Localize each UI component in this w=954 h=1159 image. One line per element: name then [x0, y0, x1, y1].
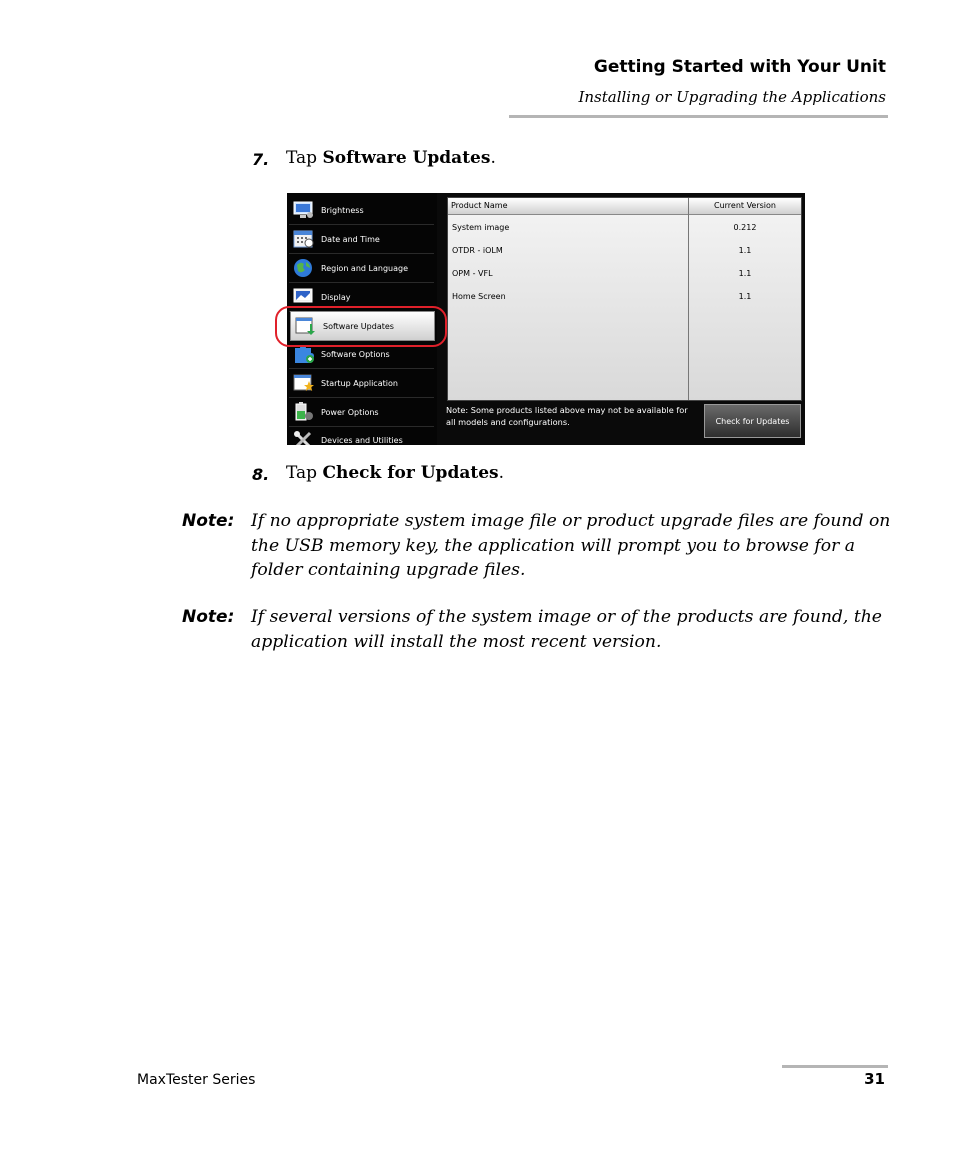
note-1-text: If no appropriate system image file or product upgrade files are found on the USB memory key, the application will prompt you to browse for a folder containing upgrade files.	[251, 511, 891, 580]
calendar-clock-icon	[293, 229, 315, 249]
table-cell-product: System image	[452, 223, 510, 232]
column-header-product-name: Product Name	[448, 198, 691, 215]
step-8-emphasis: Check for Updates	[322, 463, 499, 483]
step-8-prefix: Tap	[286, 463, 323, 483]
table-cell-version: 0.212	[733, 223, 757, 232]
page-header-subtitle: Installing or Upgrading the Applications	[578, 88, 886, 106]
page-header-title: Getting Started with Your Unit	[593, 57, 886, 77]
note-2-label: Note:	[182, 607, 235, 627]
sidebar-item-brightness[interactable]	[289, 196, 434, 225]
sidebar-item-region-and-language[interactable]	[289, 254, 434, 283]
step-7-suffix: .	[490, 148, 496, 168]
table-cell-version: 1.1	[738, 269, 752, 278]
sidebar-item-label: Software Options	[321, 349, 390, 359]
product-version-table	[447, 197, 802, 401]
puzzle-icon	[293, 344, 315, 364]
step-7-text	[286, 148, 496, 168]
availability-note: Note: Some products listed above may not be available for all models and configurations.	[446, 405, 688, 427]
sidebar-item-label: Date and Time	[321, 234, 380, 244]
tools-icon	[293, 430, 315, 445]
table-cell-version: 1.1	[738, 292, 752, 301]
footer-series: MaxTester Series	[137, 1072, 256, 1088]
globe-icon	[293, 258, 315, 278]
monitor-brightness-icon	[293, 200, 315, 220]
sidebar-item-power-options[interactable]	[289, 398, 434, 427]
sidebar-item-startup-application[interactable]	[289, 369, 434, 398]
step-7-emphasis: Software Updates	[322, 148, 491, 168]
battery-icon	[293, 402, 315, 422]
sidebar-item-label: Devices and Utilities	[321, 435, 403, 445]
sidebar-item-label: Software Updates	[323, 321, 394, 331]
table-cell-product: Home Screen	[452, 292, 506, 301]
table-cell-product: OPM - VFL	[452, 269, 493, 278]
sidebar-item-label: Region and Language	[321, 263, 409, 273]
sidebar-item-label: Display	[321, 292, 351, 302]
column-header-current-version: Current Version	[689, 198, 801, 215]
startup-star-icon	[293, 373, 315, 393]
note-2-text: If several versions of the system image or of the products are found, the application will install the most recent version.	[251, 607, 882, 652]
footer-rule	[782, 1065, 888, 1068]
sidebar-item-date-and-time[interactable]	[289, 225, 434, 254]
sidebar-item-devices-and-utilities[interactable]	[289, 426, 434, 445]
note-1-label: Note:	[182, 511, 235, 531]
sidebar-item-label: Power Options	[321, 407, 379, 417]
highlight-circle	[275, 306, 447, 347]
step-8-suffix: .	[498, 463, 504, 483]
page-number: 31	[864, 1070, 885, 1088]
step-7-number: 7.	[252, 150, 270, 169]
check-for-updates-button[interactable]: Check for Updates	[704, 404, 801, 438]
display-icon	[293, 287, 315, 307]
sidebar-item-label: Startup Application	[321, 378, 398, 388]
table-cell-version: 1.1	[738, 246, 752, 255]
step-8-number: 8.	[252, 465, 270, 484]
table-cell-product: OTDR - iOLM	[452, 246, 503, 255]
sidebar-item-label: Brightness	[321, 205, 364, 215]
header-rule	[509, 115, 888, 118]
step-7-prefix: Tap	[286, 148, 323, 168]
step-8-text	[286, 463, 504, 483]
